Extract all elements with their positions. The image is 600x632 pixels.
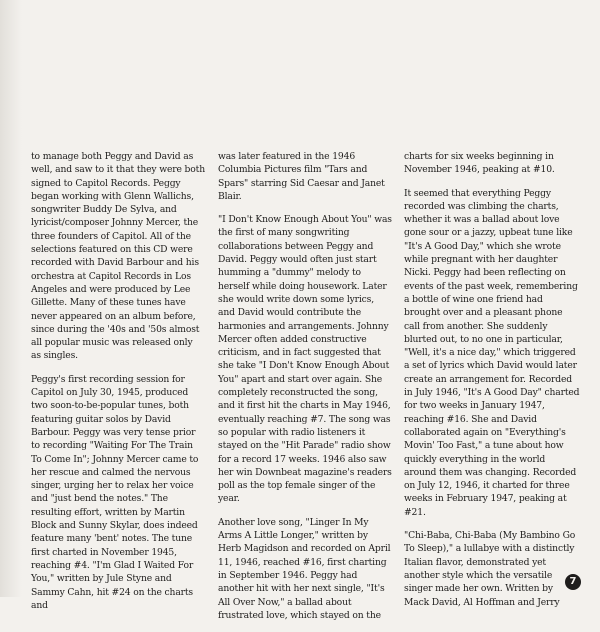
text-column-1 <box>31 150 205 622</box>
paragraph: "Chi-Baba, Chi-Baba (My Bambino Go To Sleep)," a lullabye with a distinctly Italian flavor, demonstrated yet another style which the versatile singer made her own. Written by Mack David, Al Hoffman and Jerry <box>404 530 576 608</box>
paragraph: to manage both Peggy and David as well, and saw to it that they were both signed to Capitol Records. Peggy began working with Glenn Wallichs, songwriter Buddy De Sylva, and lyricist/composer Johnny Mercer, the three founders of Capitol. All of the selections featured on this CD were recorded with David Barbour and his orchestra at Capitol Records in Los Angeles and were produced by Lee Gillette. Many of these tunes have never appeared on an album before, since during the '40s and '50s almost all popular music was released only as singles. <box>31 151 205 362</box>
text-column-3 <box>404 150 580 619</box>
paragraph: It seemed that everything Peggy recorded was climbing the charts, whether it was a ballad about love gone sour or a jazzy, upbeat tune like "It's A Good Day," which she wrote while pregnant with her daughter Nicki. Peggy had been reflecting on events of the past week, remembering a bottle of wine one friend had brought over and a pleasant phone call from another. She suddenly blurted out, to no one in particular, "Well, it's a nice day," which triggered a set of lyrics which David would later create an arrangement for. Recorded in July 1946, "It's A Good Day" charted for two weeks in January 1947, reaching #16. She and David collaborated again on "Everything's Movin' Too Fast," a tune about how quickly everything in the world around them was changing. Recorded on July 12, 1946, it charted for three weeks in February 1947, peaking at #21. <box>404 187 580 518</box>
paragraph: Another love song, "Linger In My Arms A Little Longer," written by Herb Magidson and recorded on April 11, 1946, reached #16, first charting in September 1946. Peggy had another hit with her next single, "It's All Over Now," a ballad about frustrated love, which stayed on the <box>218 516 391 621</box>
paragraph: "I Don't Know Enough About You" was the first of many songwriting collaborations between Peggy and David. Peggy would often just start humming a "dummy" melody to herself while doing housework. Later she would write down some lyrics, and David would contribute the harmonies and arrangements. Johnny Mercer often added constructive criticism, and in fact suggested that she take "I Don't Know Enough About You" apart and start over again. She completely reconstructed the song, and it first hit the charts in May 1946, eventually reaching #7. The song was so popular with radio listeners it stayed on the "Hit Parade" radio show for a record 17 weeks. 1946 also saw her win Downbeat magazine's readers poll as the top female singer of the year. <box>218 214 392 505</box>
paragraph: charts for six weeks beginning in November 1946, peaking at #10. <box>404 151 555 176</box>
binding-shadow <box>0 0 22 597</box>
paragraph: was later featured in the 1946 Columbia Pictures film "Tars and Spars" starring Sid Caesar and Janet Blair. <box>218 151 385 202</box>
text-column-2 <box>218 150 392 632</box>
paragraph: Peggy's first recording session for Capitol on July 30, 1945, produced two soon-to-be-popular tunes, both featuring guitar solos by David Barbour. Peggy was very tense prior to recording "Waiting For The Train To Come In"; Johnny Mercer came to her rescue and calmed the nervous singer, urging her to relax her voice and "just bend the notes." The resulting effort, written by Martin Block and Sunny Skylar, does indeed feature many 'bent' notes. The tune first charted in November 1945, reaching #4. "I'm Glad I Waited For You," written by Jule Styne and Sammy Cahn, hit #24 on the charts and <box>31 373 199 611</box>
page-number: 7 <box>565 574 581 590</box>
